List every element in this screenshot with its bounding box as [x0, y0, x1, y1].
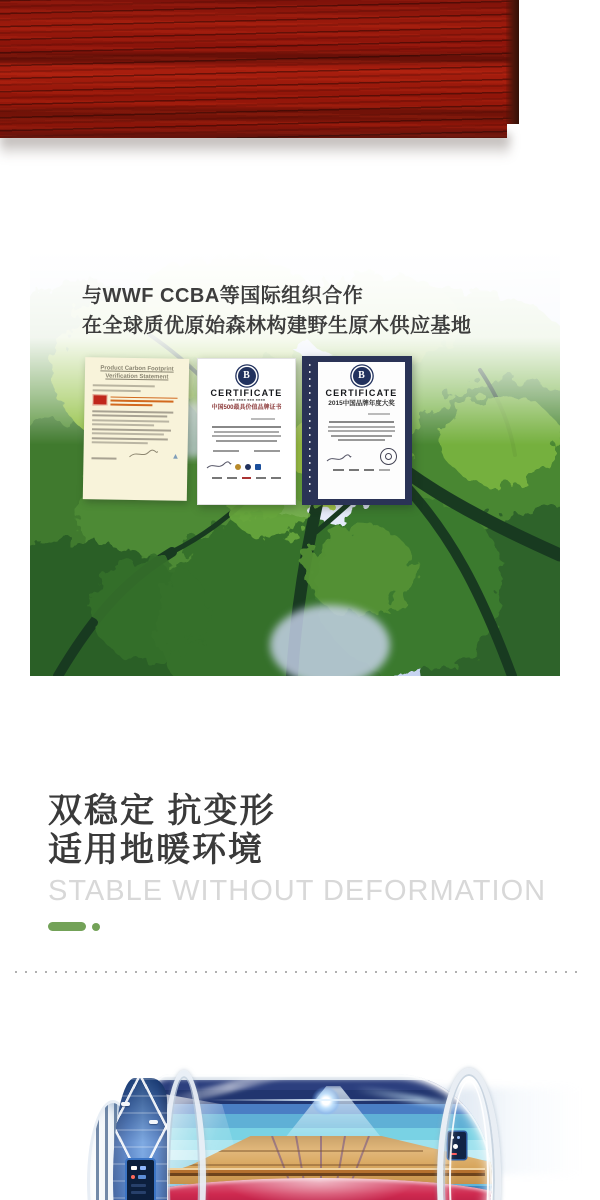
certificate-inner-panel	[318, 362, 405, 499]
stability-title-line2: 适用地暖环境	[48, 831, 264, 869]
certificate-text-line	[338, 439, 385, 441]
certificate-text-line	[212, 435, 280, 437]
certificate-text-line	[91, 458, 116, 460]
certificate-text-line	[329, 421, 394, 423]
signature-lines	[206, 450, 287, 452]
plank-joint	[216, 1150, 423, 1152]
lens-flare-icon	[311, 1086, 341, 1116]
strap-cleat	[121, 1102, 130, 1106]
certificate-subheading: 中国500最具价值品牌证书	[211, 405, 282, 411]
forest-supply-section	[30, 250, 560, 676]
certificate-side-band	[306, 364, 313, 497]
mahogany-plank-surface	[0, 0, 519, 138]
certificate-text-line	[93, 389, 141, 392]
certificate-text-line	[92, 437, 168, 440]
round-seal-icon	[380, 448, 397, 465]
supply-caption-line1: 与WWF CCBA等国际组织合作	[82, 285, 364, 307]
accent-marks	[48, 922, 546, 931]
mahogany-plank-photo	[0, 0, 600, 180]
glass-capsule-render	[85, 1068, 500, 1200]
accreditation-logos	[235, 464, 261, 470]
certificate-highlight-lines	[110, 394, 180, 409]
signature-mark	[129, 448, 159, 461]
supply-caption-line2: 在全球质优原始森林构建野生原木供应基地	[82, 315, 472, 337]
supply-caption	[82, 281, 472, 341]
certificate-text-line	[92, 410, 173, 413]
red-stamp-icon	[92, 394, 107, 405]
partner-logos	[206, 477, 287, 479]
stability-subtitle-en: STABLE WITHOUT DEFORMATION	[48, 875, 547, 907]
certificate-text-line	[368, 413, 390, 415]
signature-mark	[326, 453, 352, 465]
certificate-text-line	[214, 431, 279, 433]
certificate-stamp-row	[92, 394, 180, 409]
certificate-text-line	[212, 426, 282, 428]
certificate-carbon-footprint	[83, 357, 189, 501]
certificate-footer	[91, 448, 179, 462]
certificate-text-line	[328, 430, 394, 432]
certificate-heading: CERTIFICATE	[210, 388, 283, 398]
world-brand-lab-logo: B	[353, 367, 371, 385]
green-dash-icon	[48, 922, 86, 931]
certificate-title: Product Carbon Footprint Verification Statement	[100, 365, 174, 381]
certificate-text-line	[216, 440, 278, 442]
verifier-logo-icon: ▲	[171, 452, 180, 462]
certificate-text-line	[92, 442, 148, 445]
certificate-brand-value	[197, 358, 296, 505]
plank-joint	[188, 1164, 450, 1166]
certificate-text-line	[331, 435, 393, 437]
certificate-text-line	[92, 428, 171, 431]
stability-title-line1: 双稳定 抗变形	[48, 792, 276, 830]
dotted-divider	[15, 971, 585, 973]
strap-cleat	[149, 1120, 158, 1124]
plank-side-edge	[506, 0, 519, 124]
signature-mark	[206, 461, 232, 471]
glass-ring-inner	[449, 1080, 489, 1200]
green-dot-icon	[92, 923, 100, 931]
certificate-text-line	[92, 415, 167, 418]
certificate-text-line	[328, 426, 396, 428]
certificate-signoff	[322, 448, 401, 465]
certificate-text-line	[92, 419, 169, 422]
blue-end-cap	[91, 1078, 167, 1200]
lens-flare-line	[209, 1099, 430, 1101]
certificate-subheading: 2015中国品牌年度大奖	[328, 400, 395, 407]
plank-drop-shadow	[0, 134, 510, 158]
certificate-text-line	[92, 424, 154, 427]
certificate-signoff	[206, 461, 287, 471]
certificate-text-line	[92, 433, 164, 436]
partner-logos	[322, 469, 401, 471]
certificate-brand-award	[302, 356, 412, 505]
stability-section	[48, 792, 546, 931]
world-brand-lab-logo: B	[238, 367, 256, 385]
control-panel-left	[125, 1158, 156, 1200]
certificate-text-line	[251, 418, 275, 420]
certificate-text-line	[93, 384, 155, 387]
certificate-subtext: ■■■ ■■■■ ■■■ ■■■■	[227, 398, 266, 402]
certificate-heading: CERTIFICATE	[325, 388, 398, 398]
